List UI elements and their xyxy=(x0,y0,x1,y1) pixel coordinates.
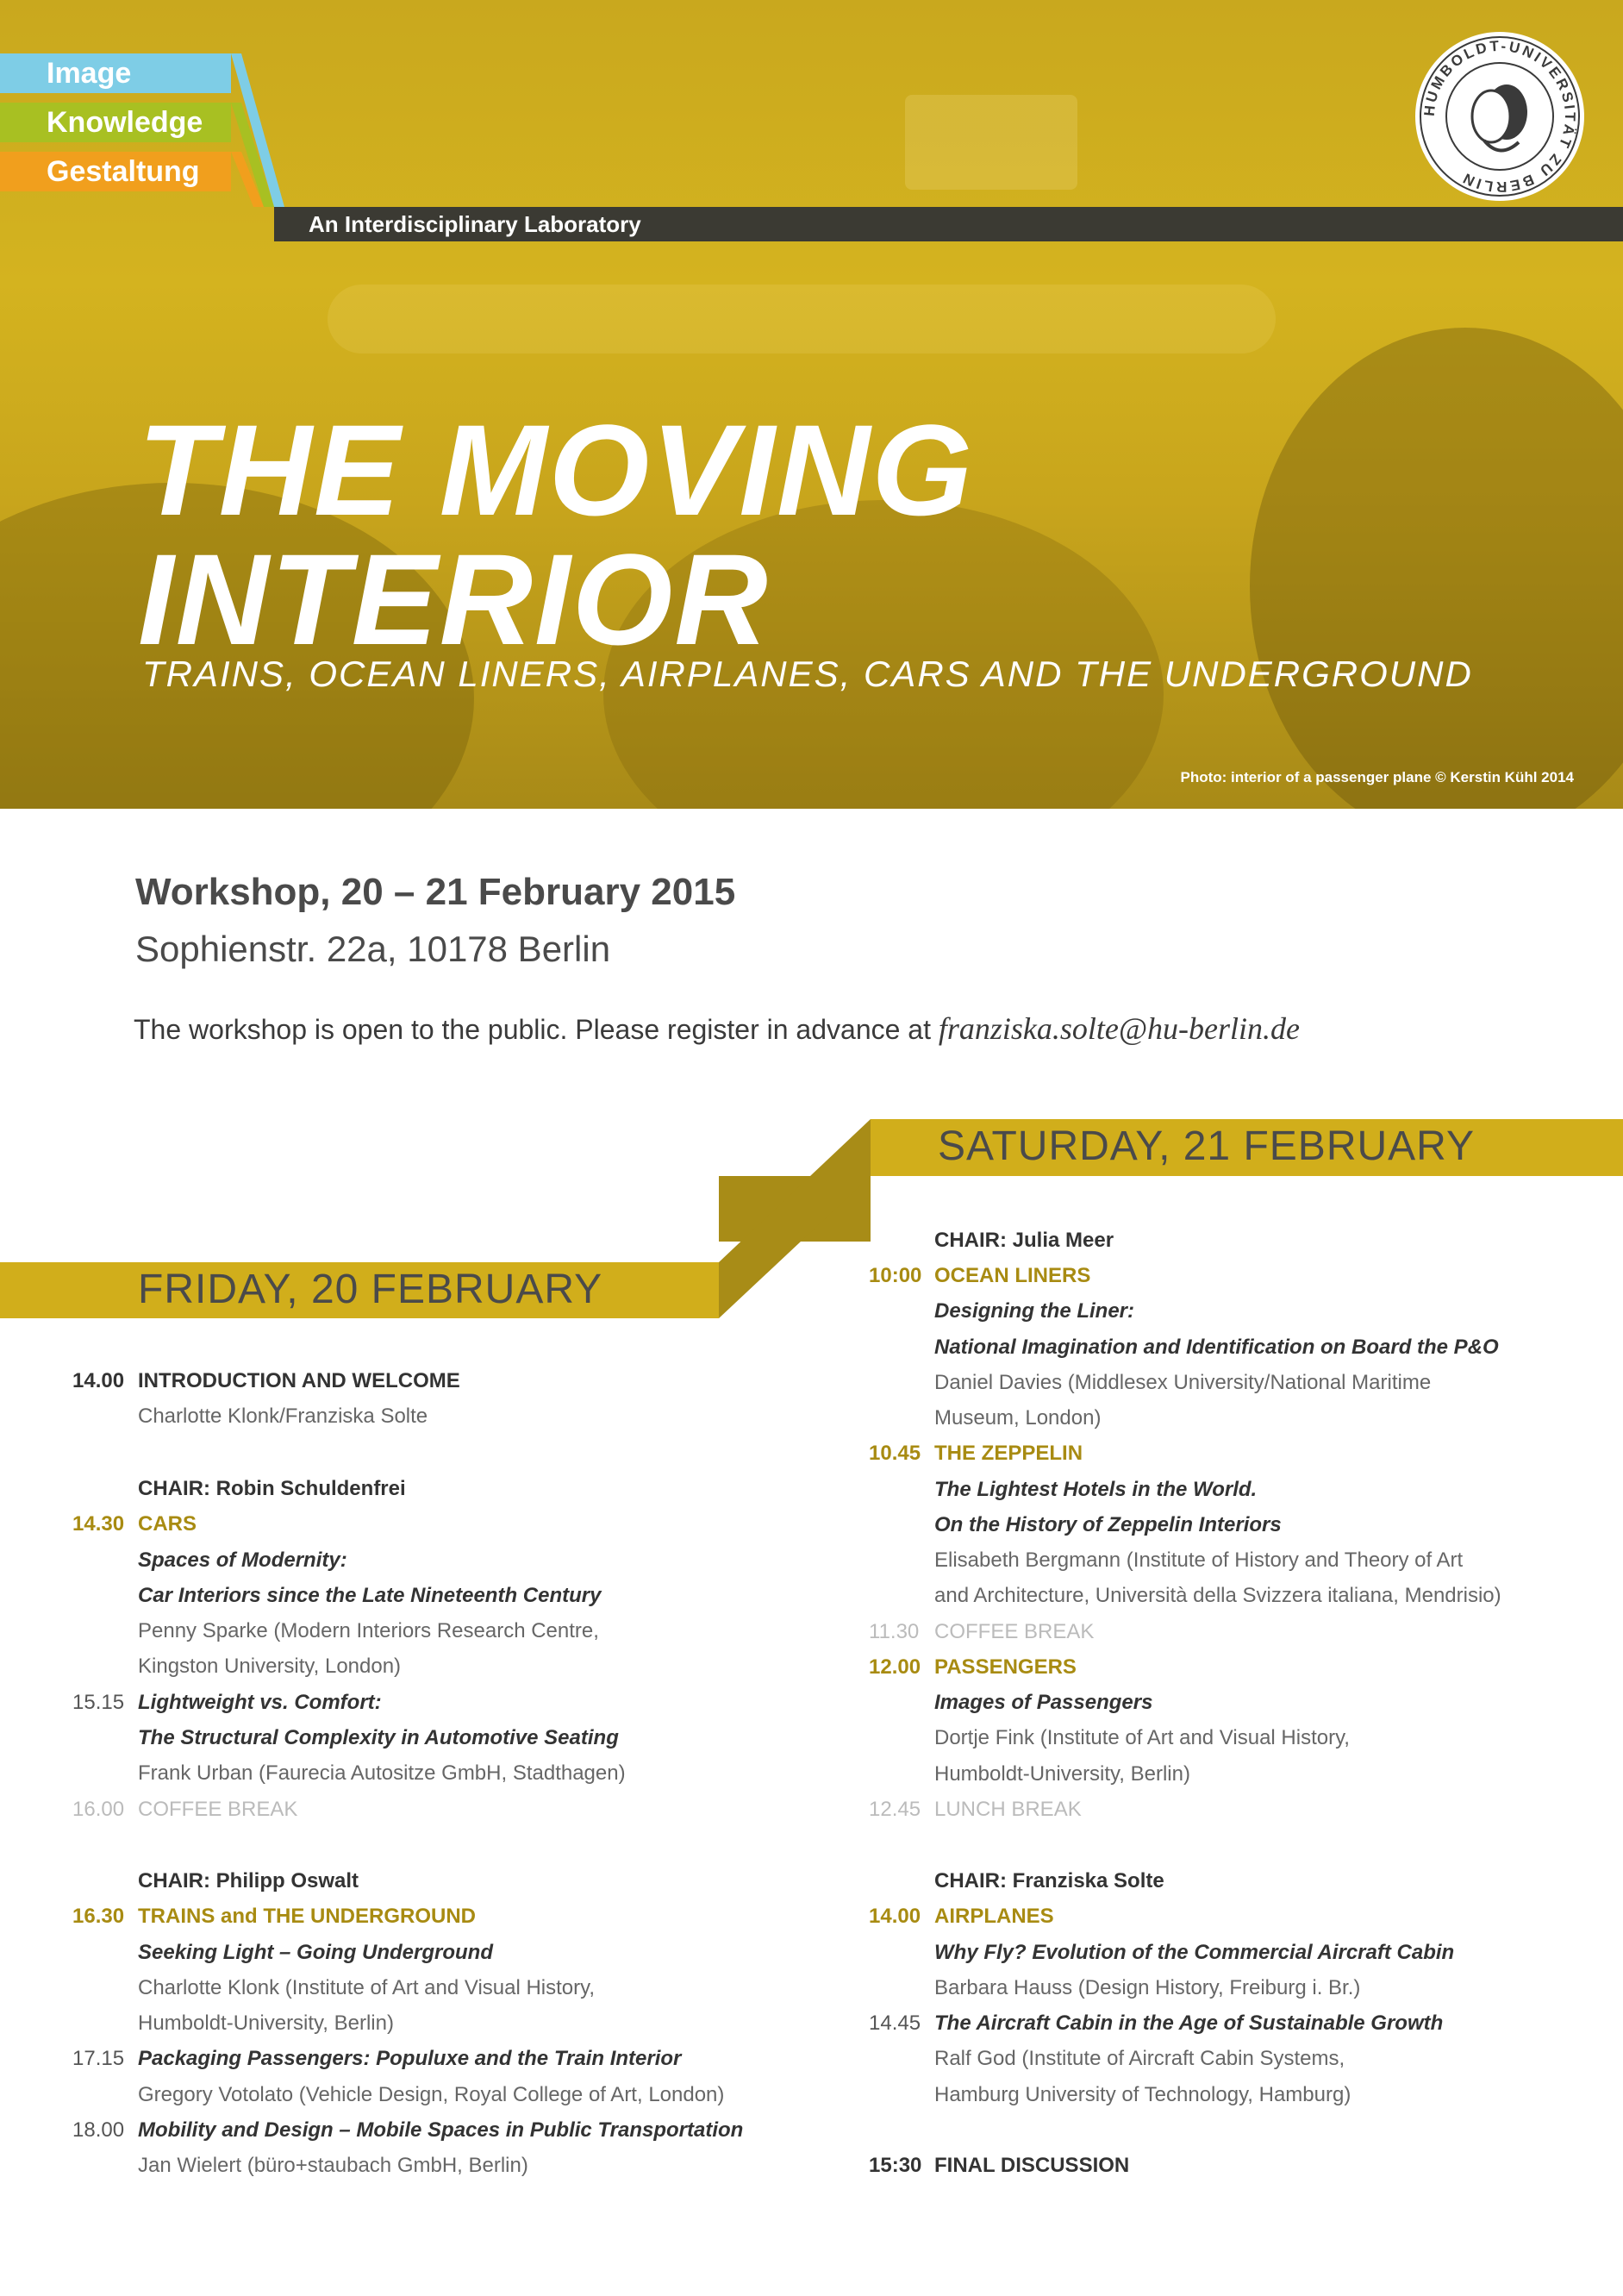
speaker: Dortje Fink (Institute of Art and Visual History, xyxy=(934,1726,1350,1749)
banner-connector xyxy=(719,1119,871,1318)
speaker: Museum, London) xyxy=(934,1406,1102,1430)
title-line-1: THE MOVING xyxy=(138,397,975,542)
schedule-time: 15:30 xyxy=(869,2154,922,2177)
speaker: Charlotte Klonk/Franziska Solte xyxy=(138,1405,428,1428)
paper-title: The Aircraft Cabin in the Age of Sustainable Growth xyxy=(934,2011,1444,2035)
register-note xyxy=(134,1010,1300,1047)
register-text: The workshop is open to the public. Please register in advance at xyxy=(134,1014,939,1045)
session-title: CARS xyxy=(138,1512,197,1536)
friday-heading: FRIDAY, 20 FEBRUARY xyxy=(138,1267,603,1312)
break-label: COFFEE BREAK xyxy=(934,1620,1095,1643)
paper-title: Images of Passengers xyxy=(934,1691,1153,1714)
speaker: Humboldt-University, Berlin) xyxy=(934,1762,1190,1786)
paper-title: The Lightest Hotels in the World. xyxy=(934,1478,1258,1501)
chair: CHAIR: Philipp Oswalt xyxy=(138,1869,359,1892)
paper-title: Designing the Liner: xyxy=(934,1299,1135,1323)
paper-title: Why Fly? Evolution of the Commercial Aircraft Cabin xyxy=(934,1941,1455,1964)
speaker: Charlotte Klonk (Institute of Art and Visual History, xyxy=(138,1976,596,1999)
speaker: Gregory Votolato (Vehicle Design, Royal College of Art, London) xyxy=(138,2083,725,2106)
chair: CHAIR: Robin Schuldenfrei xyxy=(138,1477,406,1500)
workshop-address: Sophienstr. 22a, 10178 Berlin xyxy=(135,929,611,969)
register-email-link[interactable]: franziska.solte@hu-berlin.de xyxy=(938,1011,1300,1046)
page-title xyxy=(138,397,975,672)
schedule-time: 14.30 xyxy=(72,1512,125,1536)
schedule-time: 12.45 xyxy=(869,1798,921,1821)
session-title: PASSENGERS xyxy=(934,1655,1077,1679)
schedule-time: 17.15 xyxy=(72,2047,125,2070)
photo-credit: Photo: interior of a passenger plane © Kerstin Kühl 2014 xyxy=(1180,769,1574,785)
logo-line-gestaltung: Gestaltung xyxy=(0,152,231,191)
schedule-time: 16.00 xyxy=(72,1798,125,1821)
speaker: Ralf God (Institute of Aircraft Cabin Systems, xyxy=(934,2047,1345,2070)
speaker: Elisabeth Bergmann (Institute of History and Theory of Art xyxy=(934,1548,1464,1572)
paper-title: Mobility and Design – Mobile Spaces in Public Transportation xyxy=(138,2118,744,2142)
saturday-heading: SATURDAY, 21 FEBRUARY xyxy=(938,1123,1475,1169)
schedule-time: 15.15 xyxy=(72,1691,125,1714)
tagline-text: An Interdisciplinary Laboratory xyxy=(309,211,641,237)
speaker: Kingston University, London) xyxy=(138,1655,402,1678)
speaker: Barbara Hauss (Design History, Freiburg i. Br.) xyxy=(934,1976,1361,1999)
speaker: Frank Urban (Faurecia Autositze GmbH, Stadthagen) xyxy=(138,1761,626,1785)
schedule-time: 10.45 xyxy=(869,1442,921,1465)
speaker: Humboldt-University, Berlin) xyxy=(138,2011,394,2035)
header-photo xyxy=(0,0,1623,809)
session-title: AIRPLANES xyxy=(934,1905,1054,1928)
speaker: Penny Sparke (Modern Interiors Research Centre, xyxy=(138,1619,599,1642)
session-title: FINAL DISCUSSION xyxy=(934,2154,1130,2177)
chair: CHAIR: Franziska Solte xyxy=(934,1869,1164,1892)
paper-title: The Structural Complexity in Automotive Seating xyxy=(138,1726,619,1749)
schedule-time: 16.30 xyxy=(72,1905,125,1928)
session-title: TRAINS and THE UNDERGROUND xyxy=(138,1905,477,1928)
logo-line-image: Image xyxy=(0,53,231,93)
paper-title: Car Interiors since the Late Nineteenth Century xyxy=(138,1584,602,1607)
schedule-time: 11.30 xyxy=(869,1620,920,1643)
speaker: Jan Wielert (büro+staubach GmbH, Berlin) xyxy=(138,2154,528,2177)
session-title: OCEAN LINERS xyxy=(934,1264,1091,1287)
paper-title: Lightweight vs. Comfort: xyxy=(138,1691,382,1714)
logo-line-knowledge: Knowledge xyxy=(0,103,231,142)
speaker: and Architecture, Università della Svizzera italiana, Mendrisio) xyxy=(934,1584,1501,1607)
schedule-time: 14.45 xyxy=(869,2011,921,2035)
paper-title: On the History of Zeppelin Interiors xyxy=(934,1513,1282,1536)
paper-title: Packaging Passengers: Populuxe and the Train Interior xyxy=(138,2047,682,2070)
break-label: COFFEE BREAK xyxy=(138,1798,298,1821)
seal-ring-text: HUMBOLDT-UNIVERSITÄT ZU BERLIN xyxy=(1420,37,1579,196)
speaker: Hamburg University of Technology, Hamburg) xyxy=(934,2083,1351,2106)
title-line-2: INTERIOR xyxy=(138,527,770,672)
paper-title: Spaces of Modernity: xyxy=(138,1548,347,1572)
session-title: INTRODUCTION AND WELCOME xyxy=(138,1369,460,1392)
speaker: Daniel Davies (Middlesex University/National Maritime xyxy=(934,1371,1432,1394)
schedule-time: 10:00 xyxy=(869,1264,922,1287)
university-seal-icon xyxy=(1414,30,1586,203)
page-subtitle: TRAINS, OCEAN LINERS, AIRPLANES, CARS AND THE UNDERGROUND xyxy=(142,654,1473,694)
paper-title: Seeking Light – Going Underground xyxy=(138,1941,493,1964)
schedule-time: 14.00 xyxy=(72,1369,125,1392)
paper-title: National Imagination and Identification on Board the P&O xyxy=(934,1336,1499,1359)
break-label: LUNCH BREAK xyxy=(934,1798,1082,1821)
schedule-time: 14.00 xyxy=(869,1905,921,1928)
chair: CHAIR: Julia Meer xyxy=(934,1229,1114,1252)
workshop-dates: Workshop, 20 – 21 February 2015 xyxy=(135,871,736,913)
schedule-time: 18.00 xyxy=(72,2118,125,2142)
session-title: THE ZEPPELIN xyxy=(934,1442,1083,1465)
schedule-time: 12.00 xyxy=(869,1655,921,1679)
